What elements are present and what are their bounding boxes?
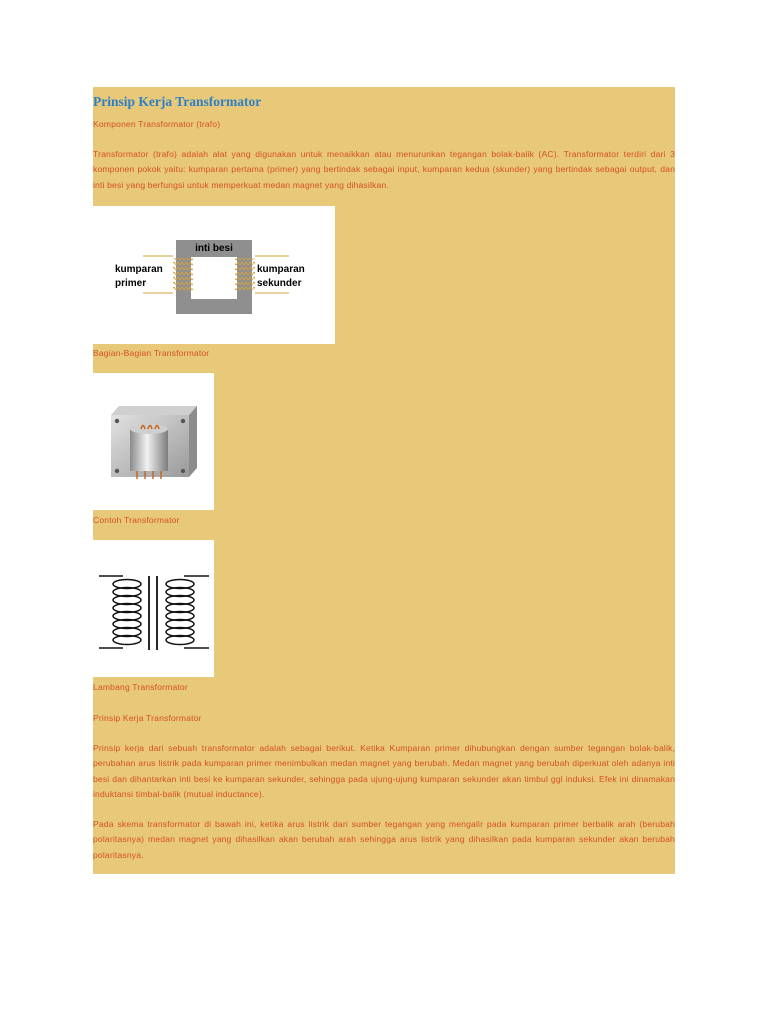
core-label: inti besi <box>195 243 233 254</box>
principle-paragraph: Prinsip kerja dari sebuah transformator adalah sebagai berikut. Ketika Kumparan primer dihubungkan dengan sumber tegangan bolak-balik, perubahan arus listrik pada kumparan primer menimbulkan medan magnet yang berubah. Medan magnet yang berubah diperkuat oleh adanya inti besi dan dihantarkan inti besi ke kumparan sekunder, sehingga pada ujung-ujung kumparan sekunder akan timbul ggl induksi. Efek ini dinamakan induktansi timbal-balik (mutual inductance). <box>93 743 675 799</box>
transformer-parts-diagram <box>93 206 335 344</box>
secondary-winding <box>166 580 194 645</box>
intro-paragraph: Transformator (trafo) adalah alat yang digunakan untuk menaikkan atau menurunkan tegangan bolak-balik (AC). Transformator terdiri dari 3 komponen pokok yaitu: kumparan pertama (primer) yang bertindak sebagai input, kumparan kedua (skunder) yang bertindak sebagai output, dan inti besi yang berfungsi untuk memperkuat medan magnet yang dihasilkan. <box>93 149 675 190</box>
secondary-label-line2: sekunder <box>257 278 302 289</box>
primary-label-line2: primer <box>115 278 147 289</box>
transformer-example-image <box>93 373 214 510</box>
heading-principle: Prinsip Kerja Transformator <box>93 713 202 723</box>
section-subtitle: Komponen Transformator (trafo) <box>93 119 221 129</box>
caption-example: Contoh Transformator <box>93 515 180 525</box>
caption-symbol: Lambang Transformator <box>93 682 188 692</box>
secondary-label-line1: kumparan <box>257 264 305 275</box>
caption-parts: Bagian-Bagian Transformator <box>93 348 210 358</box>
primary-label-line1: kumparan <box>115 264 163 275</box>
secondary-coil <box>235 258 255 292</box>
primary-winding <box>113 580 141 645</box>
page-title: Prinsip Kerja Transformator <box>93 94 262 109</box>
transformer-symbol-image <box>93 540 214 677</box>
primary-coil <box>173 258 193 292</box>
schema-paragraph: Pada skema transformator di bawah ini, ketika arus listrik dari sumber tegangan yang mengalir pada kumparan primer berbalik arah (berubah polaritasnya) medan magnet yang dihasilkan akan berubah arah sehingga arus listrik yang dihasilkan pada kumparan sekunder akan berubah polaritasnya. <box>93 819 675 860</box>
